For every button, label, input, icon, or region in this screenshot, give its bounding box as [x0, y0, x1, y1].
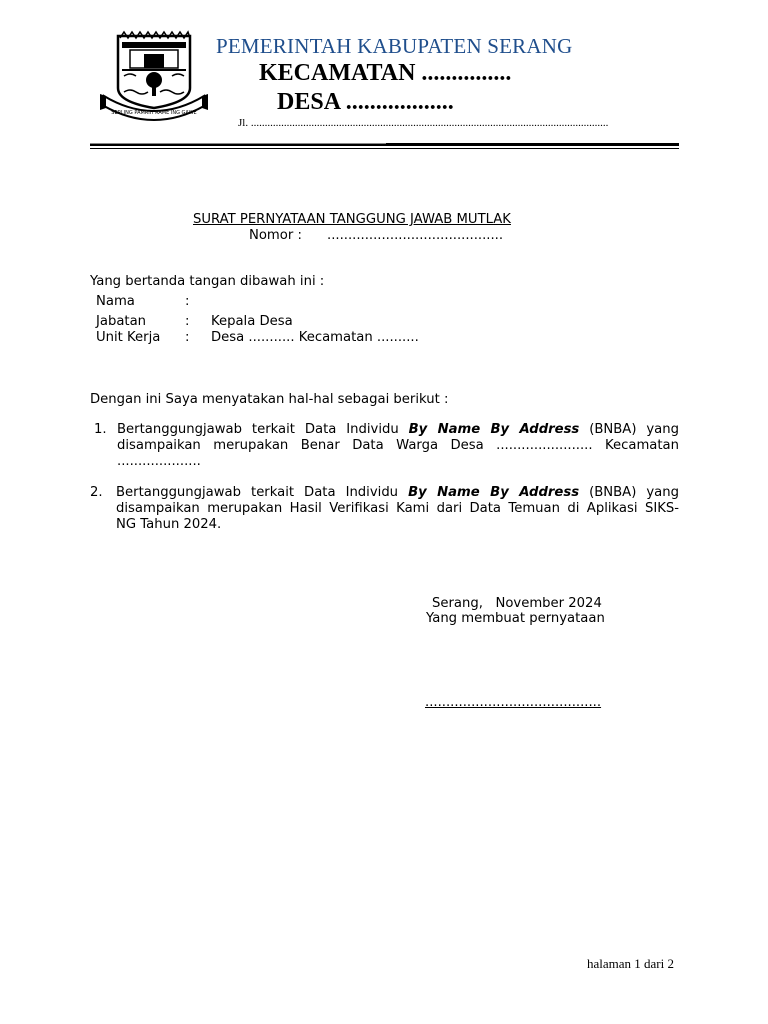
document-title: SURAT PERNYATAAN TANGGUNG JAWAB MUTLAK [193, 212, 511, 227]
field-colon-nama: : [185, 294, 190, 309]
nomor-label: Nomor : [249, 228, 302, 243]
field-colon-unit-kerja: : [185, 330, 190, 345]
list-item-text: (BNBA) yang [589, 422, 679, 437]
list-item-number: 1. [94, 422, 107, 437]
list-item-text: Bertanggungjawab terkait Data Individu [117, 422, 399, 437]
letterhead-desa: DESA .................. [277, 89, 454, 115]
page-number: halaman 1 dari 2 [587, 956, 674, 971]
field-label-jabatan: Jabatan [96, 314, 147, 329]
list-item-emphasis: By Name By Address [408, 422, 580, 437]
field-colon-jabatan: : [185, 314, 190, 329]
list-item-text: Bertanggungjawab terkait Data Individu [116, 485, 399, 500]
field-label-unit-kerja: Unit Kerja [96, 330, 161, 345]
intro-text: Yang bertanda tangan dibawah ini : [90, 274, 325, 289]
list-item-text: (BNBA) yang [589, 485, 679, 500]
list-item-line: disampaikan merupakan Benar Data Warga Desa ....................... Kecamatan [117, 438, 679, 453]
list-item-line: NG Tahun 2024. [116, 517, 222, 532]
letterhead-government-name: PEMERINTAH KABUPATEN SERANG [216, 34, 573, 58]
list-item-number: 2. [90, 485, 103, 500]
letterhead-divider-grey [90, 143, 386, 144]
place-date: Serang, November 2024 [432, 596, 602, 611]
signature-line: .......................................... [425, 695, 602, 710]
list-item-line [117, 422, 679, 438]
list-item-emphasis: By Name By Address [408, 485, 580, 500]
field-label-nama: Nama [96, 294, 135, 309]
svg-text:SEPI ING PAMRIH RAME ING GAWE: SEPI ING PAMRIH RAME ING GAWE [111, 110, 197, 116]
letterhead-divider-thin [90, 148, 679, 149]
signatory-caption: Yang membuat pernyataan [426, 611, 605, 626]
field-value-jabatan: Kepala Desa [211, 314, 293, 329]
letterhead-kecamatan: KECAMATAN ............... [259, 60, 512, 86]
nomor-value: .......................................... [327, 228, 504, 243]
letterhead-address: Jl. .................................................................................................................................. [238, 117, 609, 129]
field-value-unit-kerja: Desa ........... Kecamatan .......... [211, 330, 419, 345]
list-item-line: .................... [117, 454, 201, 469]
list-item-line [116, 485, 679, 501]
kabupaten-serang-emblem [100, 30, 208, 130]
statement-text: Dengan ini Saya menyatakan hal-hal sebagai berikut : [90, 392, 449, 407]
list-item-line: disampaikan merupakan Hasil Verifikasi Kami dari Data Temuan di Aplikasi SIKS- [116, 501, 679, 516]
